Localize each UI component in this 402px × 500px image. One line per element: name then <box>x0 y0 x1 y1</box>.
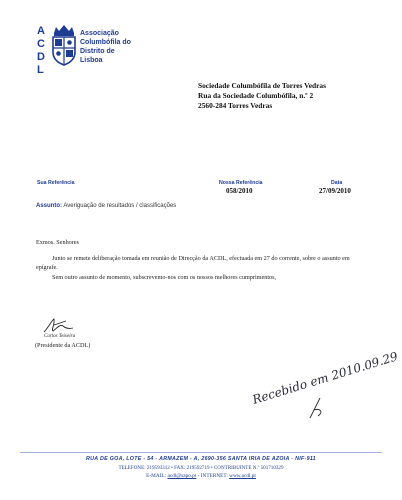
email-label: E-MAIL: <box>146 473 167 479</box>
org-name-line: Associação <box>80 30 119 37</box>
addressee-line: Sociedade Columbófila de Torres Vedras <box>198 81 326 90</box>
signer-name: Carlos Teixeira <box>44 334 76 339</box>
org-name-line: Columbófila do <box>80 39 131 46</box>
body-paragraph: Sem outro assunto de momento, subscrevemo-nos com os nossos melhores cumprimentos, <box>52 274 277 281</box>
footer-phones: TELEFONE: 219593312 • FAX: 219592719 • CONTRIBUINTE N.º 501710329 <box>118 465 284 471</box>
footer-contacts <box>0 473 402 479</box>
email-link[interactable]: acdl@sapo.pt <box>167 473 197 479</box>
footer-address: RUA DE GOA, LOTE - 54 - ARMAZEM - A, 2690-356 SANTA IRIA DE AZOIA - NIF-911 <box>86 456 316 462</box>
body-paragraph: Junto se remete deliberação tomada em reunião de Direcção da ACDL, efectuada em 27 do corrente, sobre o assunto em epígrafe. <box>36 255 350 271</box>
logo-letter: L <box>37 64 44 76</box>
logo-letter: D <box>37 51 45 63</box>
handwritten-note-text: Recebido em 2010.09.29 <box>250 349 400 407</box>
salutation: Exmos. Senhores <box>36 239 79 246</box>
data-value: 27/09/2010 <box>319 187 351 195</box>
signature-scribble <box>40 316 80 336</box>
nossa-referencia-value: 058/2010 <box>226 187 253 195</box>
handwritten-received-note <box>248 349 400 422</box>
data-label: Data <box>331 180 343 186</box>
subject-line <box>36 203 176 209</box>
org-name-line: Distrito de <box>80 48 115 55</box>
logo-letter: A <box>37 25 45 37</box>
crest-logo <box>50 24 78 66</box>
nossa-referencia-label: Nossa Referência <box>219 180 263 186</box>
website-link[interactable]: www.acdl.pt <box>229 473 256 479</box>
logo-letter: C <box>37 38 45 50</box>
organization-name <box>80 29 131 65</box>
subject-label: Assunto: <box>36 203 62 209</box>
sua-referencia-label: Sua Referência <box>37 180 75 186</box>
subject-value: Averiguação de resultados / classificações <box>63 203 177 209</box>
footer-divider <box>20 452 382 453</box>
org-name-line: Lisboa <box>80 57 103 64</box>
addressee-line: 2560-284 Torres Vedras <box>198 101 273 110</box>
internet-label: - INTERNET: <box>197 473 228 479</box>
logo-acronym <box>37 25 49 77</box>
addressee-block <box>198 81 326 111</box>
addressee-line: Rua da Sociedade Columbófila, n.º 2 <box>198 91 314 100</box>
signer-role: (Presidente da ACDL) <box>35 342 91 349</box>
